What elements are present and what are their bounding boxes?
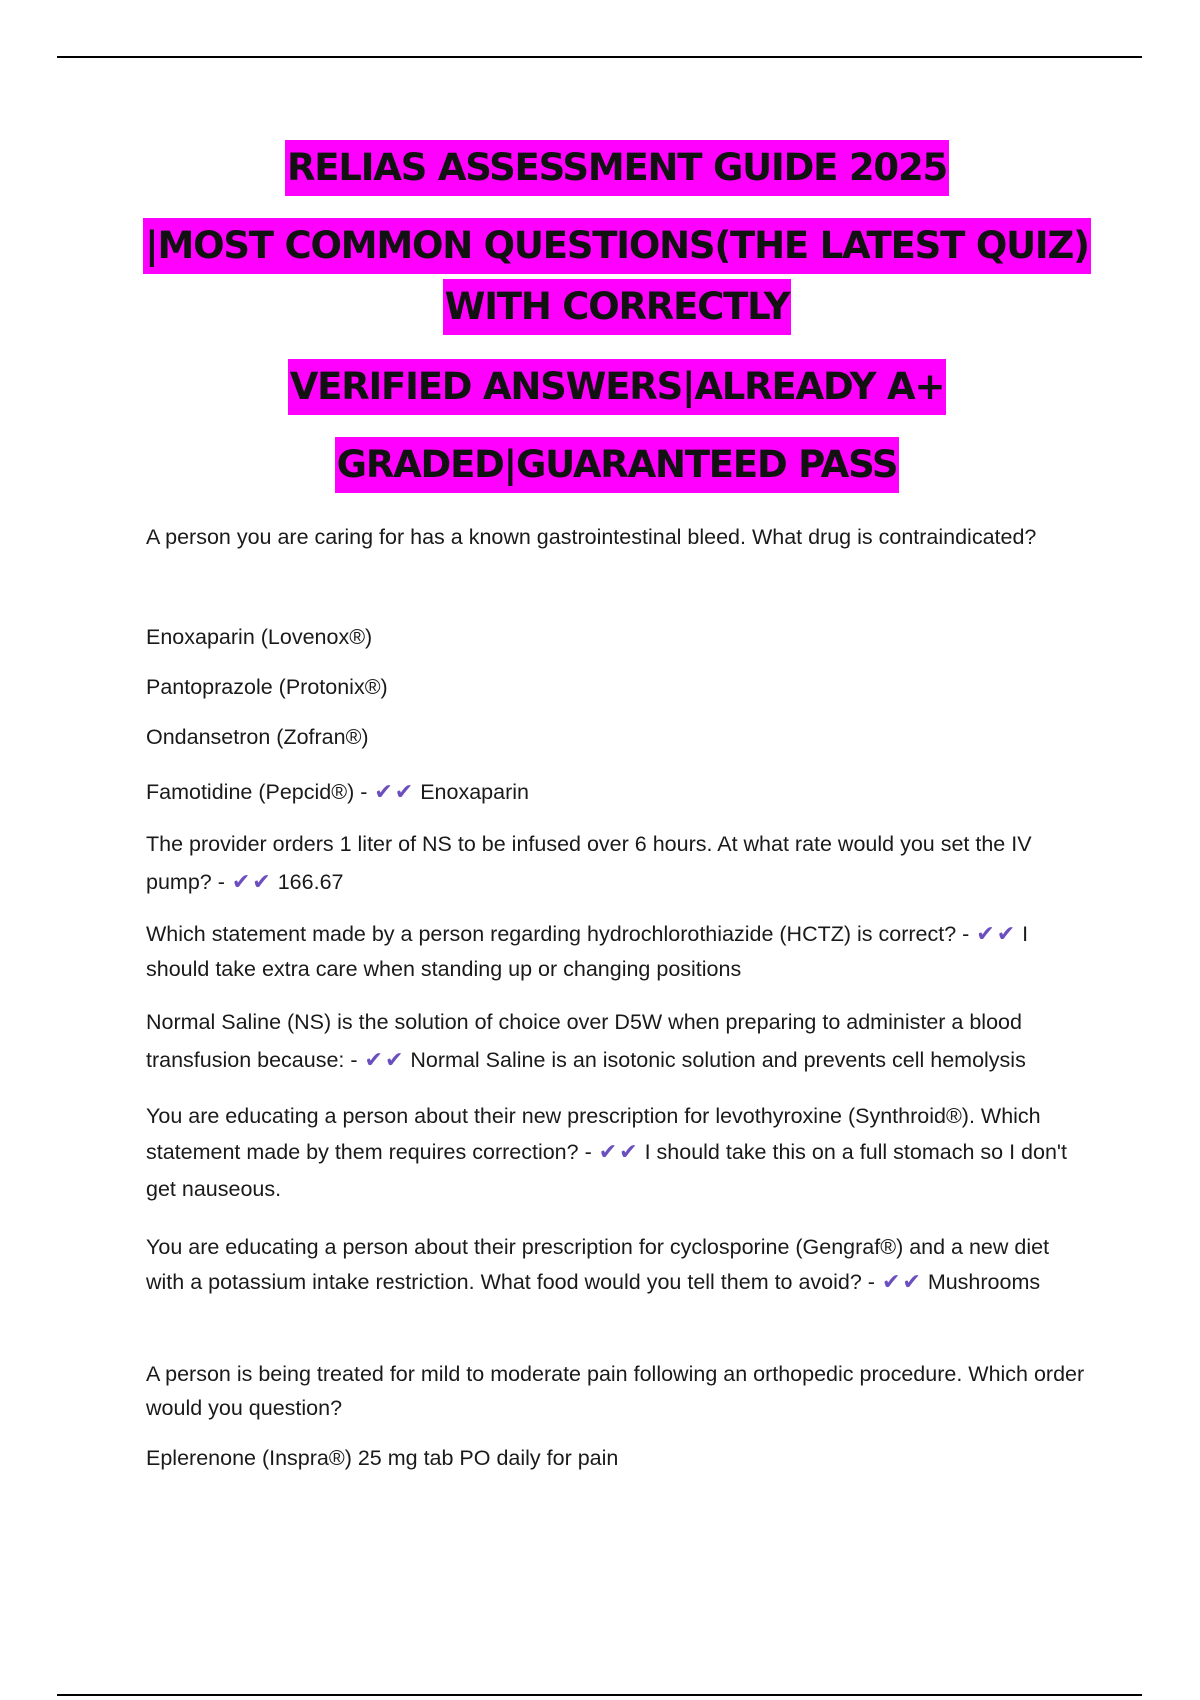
check-icon: ✔ [976,922,995,947]
q2-answer: 166.67 [277,870,344,894]
check-icon: ✔ [881,1270,901,1295]
check-icon: ✔ [231,870,251,895]
check-icon: ✔ [394,780,414,805]
q5-text: You are educating a person about their new prescription for levothyroxine (Synthroid®). Which statement made by them requires correction? - [146,1104,1041,1164]
check-icon: ✔ [374,780,393,805]
q4-answer: Normal Saline is an isotonic solution and prevents cell hemolysis [410,1048,1026,1072]
q6-text: You are educating a person about their prescription for cyclosporine (Gengraf®) and a new diet with a potassium intake restriction. What food would you tell them to avoid? - [146,1235,1050,1294]
bottom-rule [57,1694,1142,1696]
top-rule [57,56,1142,58]
question-5 [146,1098,1086,1207]
check-icon: ✔ [902,1270,921,1295]
q3-answer: I should take extra care when standing up or changing positions [146,922,1029,981]
check-icon: ✔ [996,922,1016,947]
check-icon: ✔ [364,1048,383,1073]
check-icon: ✔ [384,1048,404,1073]
check-icon: ✔ [252,870,271,895]
question-7: A person is being treated for mild to moderate pain following an orthopedic procedure. Which order would you question? [146,1362,1085,1420]
question-4 [146,1003,1086,1080]
title-line-5: GRADED|GUARANTEED PASS [335,437,900,493]
q1-option-1: Enoxaparin (Lovenox®) [146,625,373,649]
q4-text: Normal Saline (NS) is the solution of choice over D5W when preparing to administer a blood transfusion because: - [146,1010,1022,1072]
q1-option-4-text: Famotidine (Pepcid®) - [146,780,368,804]
q1-option-3: Ondansetron (Zofran®) [146,725,369,749]
check-icon: ✔ [619,1140,638,1165]
check-icon: ✔ [598,1140,618,1165]
q6-answer: Mushrooms [927,1270,1041,1294]
q2-text: The provider orders 1 liter of NS to be infused over 6 hours. At what rate would you set the IV pump? - [146,832,1032,894]
q1-answer: Enoxaparin [420,780,529,804]
q3-text: Which statement made by a person regarding hydrochlorothiazide (HCTZ) is correct? - [146,922,970,946]
question-2 [146,825,1086,902]
q5-answer: I should take this on a full stomach so I don't get nauseous. [146,1140,1067,1201]
question-6 [146,1230,1086,1300]
q1-option-2: Pantoprazole (Protonix®) [146,675,388,699]
q1-option-4 [146,775,1086,810]
question-3 [146,917,1086,986]
title-line-2: |MOST COMMON QUESTIONS(THE LATEST QUIZ) [143,218,1091,274]
q7-option-1: Eplerenone (Inspra®) 25 mg tab PO daily for pain [146,1446,619,1470]
title-line-1: RELIAS ASSESSMENT GUIDE 2025 [285,140,949,196]
question-1: A person you are caring for has a known gastrointestinal bleed. What drug is contraindicated? [146,525,1037,549]
title-line-3: WITH CORRECTLY [443,279,792,335]
title-line-4: VERIFIED ANSWERS|ALREADY A+ [288,359,947,415]
